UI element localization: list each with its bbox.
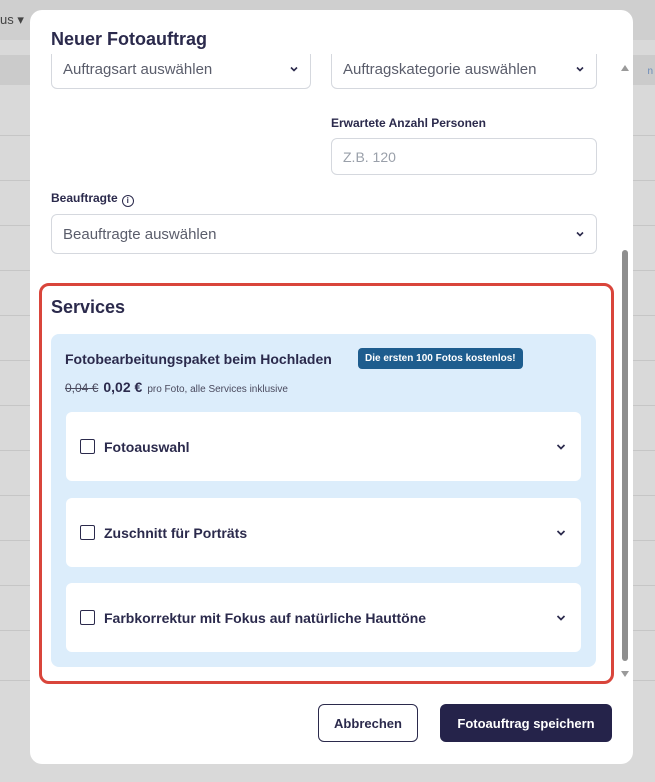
service-item-portrait-crop[interactable] — [66, 498, 581, 567]
expected-persons-label: Erwartete Anzahl Personen — [331, 116, 486, 130]
service-label: Farbkorrektur mit Fokus auf natürliche Hauttöne — [104, 609, 427, 626]
cancel-button[interactable]: Abbrechen — [318, 704, 418, 742]
chevron-down-icon[interactable] — [555, 612, 567, 624]
save-photo-order-button[interactable]: Fotoauftrag speichern — [440, 704, 612, 742]
service-item-color-correction[interactable] — [66, 583, 581, 652]
price-note: pro Foto, alle Services inklusive — [147, 384, 288, 395]
order-category-value: Auftragskategorie auswählen — [343, 60, 537, 78]
old-price: 0,04 € — [65, 381, 99, 395]
chevron-down-icon — [575, 229, 585, 239]
package-title: Fotobearbeitungspaket beim Hochladen — [65, 351, 332, 367]
service-checkbox[interactable] — [80, 439, 95, 454]
assignees-select[interactable] — [51, 214, 597, 254]
background-status-dropdown: us ▾ — [0, 12, 24, 27]
assignees-label-text: Beauftragte — [51, 191, 118, 205]
new-price: 0,02 € — [103, 379, 143, 395]
free-photos-badge: Die ersten 100 Fotos kostenlos! — [358, 348, 523, 369]
price-row — [65, 379, 288, 395]
scroll-up-arrow-icon[interactable] — [621, 65, 629, 71]
chevron-down-icon[interactable] — [555, 527, 567, 539]
background-link: n — [647, 66, 653, 77]
modal-scroll-content[interactable] — [30, 54, 633, 684]
service-item-photo-selection[interactable] — [66, 412, 581, 481]
order-type-select[interactable] — [51, 54, 311, 89]
modal-scrollbar[interactable] — [620, 58, 630, 688]
service-label: Fotoauswahl — [104, 438, 190, 455]
services-title: Services — [51, 297, 126, 317]
new-photo-order-modal — [30, 10, 633, 764]
assignees-value: Beauftragte auswählen — [63, 225, 217, 243]
order-type-value: Auftragsart auswählen — [63, 60, 213, 78]
modal-title: Neuer Fotoauftrag — [51, 29, 208, 49]
chevron-down-icon[interactable] — [555, 441, 567, 453]
photo-editing-package-panel — [51, 334, 596, 667]
service-checkbox[interactable] — [80, 610, 95, 625]
service-checkbox[interactable] — [80, 525, 95, 540]
assignees-label — [51, 191, 134, 207]
service-label: Zuschnitt für Porträts — [104, 524, 248, 541]
scrollbar-thumb[interactable] — [622, 250, 628, 661]
chevron-down-icon — [575, 64, 585, 74]
info-icon[interactable]: i — [122, 195, 134, 207]
order-category-select[interactable] — [331, 54, 597, 89]
scroll-down-arrow-icon[interactable] — [621, 671, 629, 677]
expected-persons-input[interactable]: Z.B. 120 — [331, 138, 597, 175]
chevron-down-icon — [289, 64, 299, 74]
